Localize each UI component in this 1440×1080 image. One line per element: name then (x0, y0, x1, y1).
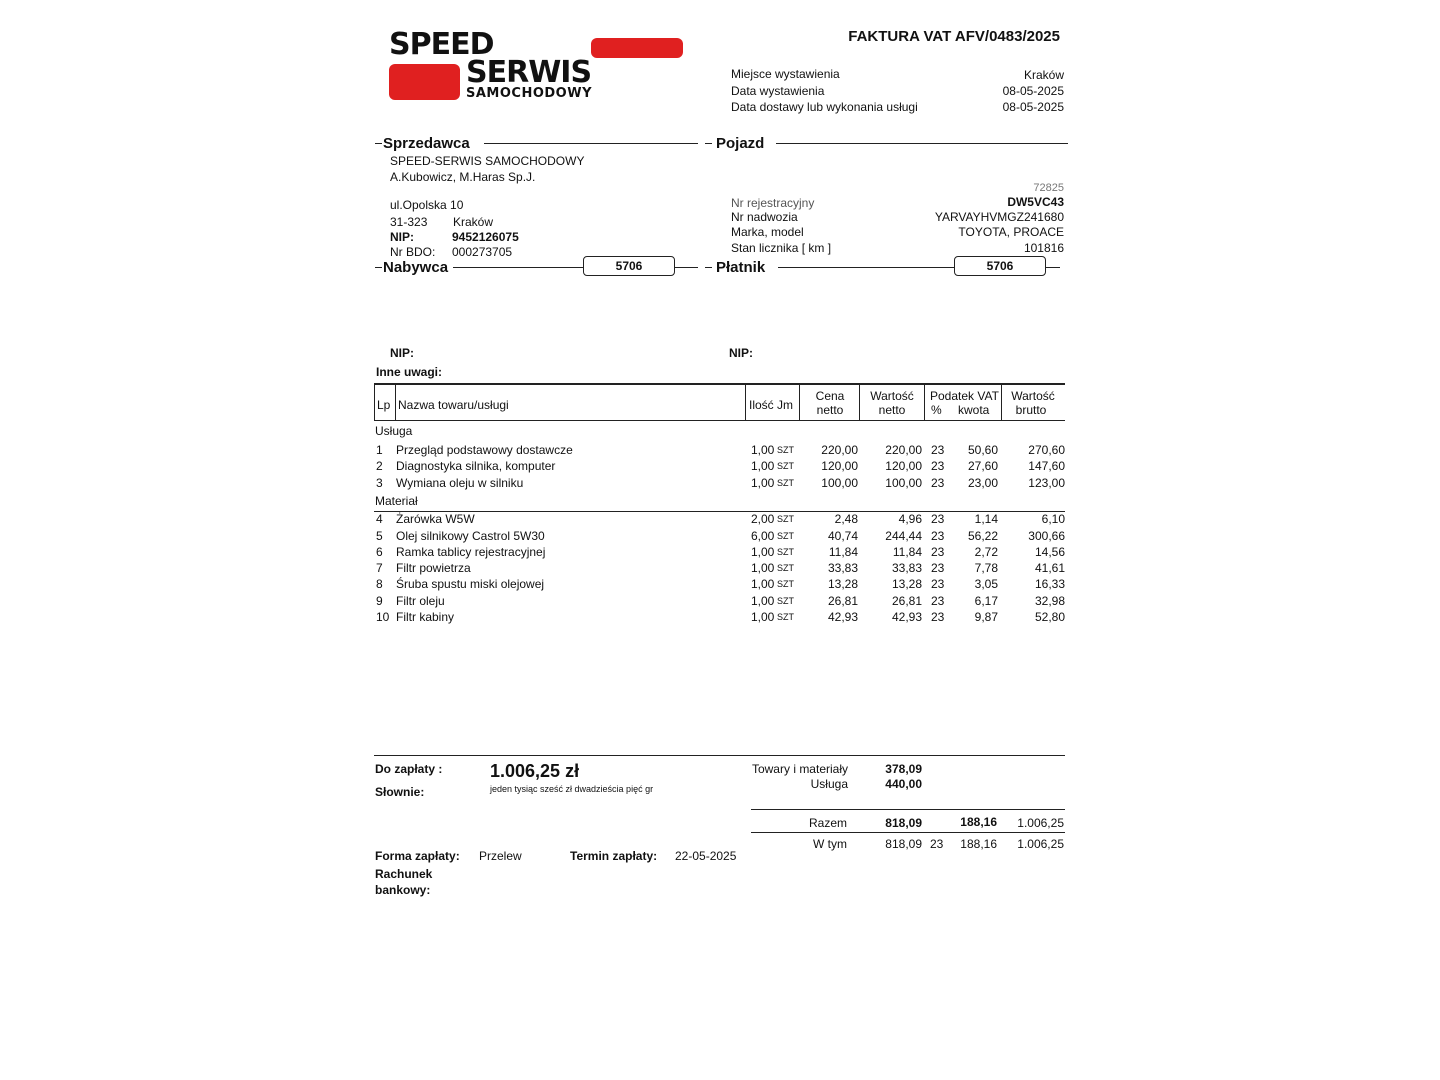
row-gross: 52,80 (1034, 610, 1065, 624)
row-qty: 1,00 (751, 610, 775, 624)
row-unit: SZT (777, 514, 794, 524)
logo-line2: SERWIS (466, 55, 592, 90)
row-qty: 1,00 (751, 459, 775, 473)
row-unit: SZT (777, 461, 794, 471)
row-unit: SZT (777, 579, 794, 589)
row-vat-rate: 23 (931, 561, 945, 575)
goods-label: Towary i materiały (751, 762, 848, 776)
total-rule-top (751, 809, 1065, 810)
row-net: 26,81 (891, 594, 922, 608)
row-name: Filtr kabiny (396, 610, 455, 624)
col-header-gross: Wartość (1011, 389, 1055, 403)
buyer-id-box: 5706 (583, 256, 675, 276)
row-vat-amount: 6,17 (974, 594, 998, 608)
row-unit: SZT (777, 563, 794, 573)
row-name: Olej silnikowy Castrol 5W30 (396, 529, 545, 543)
row-qty: 1,00 (751, 443, 775, 457)
vehicle-rule (776, 143, 1068, 144)
row-vat-rate: 23 (931, 545, 945, 559)
table-row (376, 577, 1066, 593)
row-name: Śruba spustu miski olejowej (396, 577, 545, 591)
summary-top-rule (374, 755, 1065, 756)
vehicle-make-label: Marka, model (731, 225, 804, 239)
row-net: 244,44 (885, 529, 922, 543)
row-gross: 6,10 (1041, 512, 1065, 526)
total-label: Razem (808, 816, 847, 830)
row-price: 220,00 (821, 443, 858, 457)
row-vat-amount: 50,60 (967, 443, 998, 457)
table-row (376, 529, 1066, 545)
row-vat-rate: 23 (931, 512, 945, 526)
row-gross: 123,00 (1028, 476, 1065, 490)
row-vat-rate: 23 (931, 594, 945, 608)
row-unit: SZT (777, 596, 794, 606)
row-lp: 10 (376, 610, 390, 624)
row-name: Diagnostyka silnika, komputer (396, 459, 556, 473)
row-qty: 1,00 (751, 577, 775, 591)
buyer-nip-label: NIP: (390, 346, 414, 360)
row-name: Przegląd podstawowy dostawcze (396, 443, 573, 457)
row-net: 42,93 (891, 610, 922, 624)
seller-city: Kraków (453, 215, 494, 229)
total-rule-bottom (751, 832, 1065, 833)
table-divider (395, 385, 396, 420)
table-row (376, 512, 1066, 528)
row-net: 120,00 (885, 459, 922, 473)
intax-gross: 1.006,25 (1017, 837, 1064, 851)
intax-vat: 188,16 (960, 837, 997, 851)
row-qty: 1,00 (751, 561, 775, 575)
row-price: 11,84 (828, 545, 858, 559)
col-header-price: Cena (815, 389, 845, 403)
row-unit: SZT (777, 445, 794, 455)
row-vat-rate: 23 (931, 529, 945, 543)
col-header-vat: Podatek VAT (930, 389, 999, 403)
table-row (376, 476, 1066, 492)
table-top-rule (374, 383, 1065, 385)
row-qty: 1,00 (751, 545, 775, 559)
col-header-vat-rate: % (931, 403, 942, 417)
col-header-lp: Lp (377, 398, 391, 412)
seller-street: ul.Opolska 10 (390, 198, 464, 212)
row-qty: 6,00 (751, 529, 775, 543)
vehicle-vin-label: Nr nadwozia (731, 210, 798, 224)
vehicle-heading: Pojazd (716, 135, 765, 152)
group-label-service: Usługa (375, 424, 413, 438)
row-lp: 8 (376, 577, 383, 591)
vehicle-mileage-label: Stan licznika [ km ] (731, 241, 832, 255)
col-header-net-sub: netto (878, 403, 906, 417)
row-gross: 14,56 (1034, 545, 1065, 559)
row-price: 2,48 (834, 512, 858, 526)
row-vat-rate: 23 (931, 577, 945, 591)
table-row (376, 459, 1066, 475)
seller-bdo-label: Nr BDO: (390, 245, 436, 259)
row-vat-rate: 23 (931, 443, 945, 457)
row-name: Filtr powietrza (396, 561, 471, 575)
row-unit: SZT (777, 478, 794, 488)
payer-heading: Płatnik (716, 259, 766, 276)
total-vat: 188,16 (960, 815, 997, 829)
col-header-gross-sub: brutto (1015, 403, 1047, 417)
total-gross: 1.006,25 (1017, 816, 1064, 830)
row-vat-amount: 3,05 (974, 577, 998, 591)
intax-label: W tym (813, 837, 847, 851)
vehicle-reg-label: Nr rejestracyjny (731, 196, 815, 210)
col-header-price-sub: netto (816, 403, 844, 417)
row-gross: 16,33 (1034, 577, 1065, 591)
row-lp: 9 (376, 594, 383, 608)
row-gross: 270,60 (1028, 443, 1065, 457)
row-lp: 7 (376, 561, 383, 575)
payer-id-box: 5706 (954, 256, 1046, 276)
payment-form-label: Forma zapłaty: (375, 849, 460, 863)
service-label: Usługa (810, 777, 848, 791)
amount-words-label: Słownie: (375, 785, 425, 799)
payment-term-value: 22-05-2025 (675, 849, 737, 863)
table-row (376, 561, 1066, 577)
bank-account-label: Rachunek (375, 867, 433, 881)
logo-red-bar-left (389, 64, 460, 100)
row-lp: 6 (376, 545, 383, 559)
row-lp: 5 (376, 529, 383, 543)
vehicle-vin-value: YARVAYHVMGZ241680 (934, 210, 1064, 224)
seller-nip: 9452126075 (452, 230, 519, 244)
row-unit: SZT (777, 531, 794, 541)
row-price: 40,74 (827, 529, 858, 543)
row-qty: 2,00 (751, 512, 775, 526)
row-qty: 1,00 (751, 476, 775, 490)
issue-date-value: 08-05-2025 (1002, 84, 1064, 98)
row-net: 100,00 (885, 476, 922, 490)
col-header-name: Nazwa towaru/usługi (398, 398, 509, 412)
row-price: 100,00 (821, 476, 858, 490)
seller-rule-left (375, 143, 382, 144)
row-unit: SZT (777, 547, 794, 557)
table-row (376, 594, 1066, 610)
row-gross: 32,98 (1034, 594, 1065, 608)
payment-term-label: Termin zapłaty: (570, 849, 658, 863)
row-gross: 147,60 (1028, 459, 1065, 473)
table-row (376, 545, 1066, 561)
table-divider (924, 385, 925, 420)
issue-place-label: Miejsce wystawienia (731, 67, 840, 81)
row-vat-rate: 23 (931, 610, 945, 624)
vehicle-mileage-value: 101816 (1023, 241, 1064, 255)
row-gross: 300,66 (1028, 529, 1065, 543)
row-net: 13,28 (891, 577, 922, 591)
intax-net: 818,09 (885, 837, 922, 851)
row-lp: 2 (376, 459, 383, 473)
row-vat-amount: 2,72 (974, 545, 998, 559)
row-name: Filtr oleju (396, 594, 445, 608)
buyer-heading: Nabywca (383, 259, 449, 276)
logo-line3: SAMOCHODOWY (466, 86, 592, 101)
row-unit: SZT (777, 612, 794, 622)
notes-label: Inne uwagi: (376, 365, 442, 379)
seller-name: SPEED-SERWIS SAMOCHODOWY (390, 154, 585, 168)
group-label-material: Materiał (375, 494, 418, 508)
row-net: 220,00 (885, 443, 922, 457)
row-vat-rate: 23 (931, 476, 945, 490)
row-net: 4,96 (898, 512, 922, 526)
invoice-title: FAKTURA VAT AFV/0483/2025 (848, 28, 1060, 45)
delivery-date-label: Data dostawy lub wykonania usługi (731, 100, 918, 114)
buyer-rule-left (375, 267, 382, 268)
amount-due-value: 1.006,25 zł (490, 761, 580, 781)
row-vat-amount: 56,22 (967, 529, 998, 543)
intax-rate: 23 (930, 837, 944, 851)
row-price: 120,00 (821, 459, 858, 473)
row-vat-amount: 7,78 (974, 561, 998, 575)
amount-words-value: jeden tysiąc sześć zł dwadzieścia pięć gr (490, 784, 654, 794)
row-name: Żarówka W5W (396, 512, 475, 526)
col-header-qty: Ilość Jm (749, 398, 794, 412)
row-price: 33,83 (827, 561, 858, 575)
goods-value: 378,09 (885, 762, 922, 776)
seller-nip-label: NIP: (390, 230, 414, 244)
row-vat-amount: 1,14 (974, 512, 998, 526)
vehicle-partial: 72825 (1033, 182, 1064, 194)
seller-zip: 31-323 (390, 215, 428, 229)
seller-rule (484, 143, 698, 144)
row-net: 33,83 (891, 561, 922, 575)
row-name: Wymiana oleju w silniku (396, 476, 524, 490)
table-row (376, 443, 1066, 459)
row-vat-amount: 9,87 (974, 610, 998, 624)
payer-rule-left (705, 267, 712, 268)
total-net: 818,09 (885, 816, 922, 830)
col-header-vat-amount: kwota (958, 403, 990, 417)
seller-heading: Sprzedawca (383, 135, 470, 152)
row-price: 13,28 (827, 577, 858, 591)
row-vat-amount: 27,60 (967, 459, 998, 473)
table-divider (745, 385, 746, 420)
logo-line1: SPEED (389, 27, 494, 62)
payment-form-value: Przelew (479, 849, 522, 863)
table-row (376, 610, 1066, 626)
row-qty: 1,00 (751, 594, 775, 608)
row-vat-amount: 23,00 (967, 476, 998, 490)
service-value: 440,00 (885, 777, 922, 791)
issue-date-label: Data wystawienia (731, 84, 825, 98)
issue-place-value: Kraków (1023, 68, 1064, 82)
row-net: 11,84 (892, 545, 922, 559)
payer-nip-label: NIP: (729, 346, 753, 360)
seller-name2: A.Kubowicz, M.Haras Sp.J. (390, 170, 536, 184)
vehicle-rule-left (705, 143, 712, 144)
row-lp: 3 (376, 476, 383, 490)
table-header-bottom-rule (374, 420, 1065, 421)
bank-account-label-2: bankowy: (375, 883, 431, 897)
logo-red-bar-top (591, 38, 683, 58)
table-divider (374, 385, 375, 420)
row-price: 42,93 (827, 610, 858, 624)
vehicle-make-value: TOYOTA, PROACE (958, 225, 1064, 239)
row-name: Ramka tablicy rejestracyjnej (396, 545, 546, 559)
col-header-net: Wartość (870, 389, 914, 403)
row-vat-rate: 23 (931, 459, 945, 473)
row-gross: 41,61 (1034, 561, 1065, 575)
seller-bdo: 000273705 (452, 245, 513, 259)
row-price: 26,81 (827, 594, 858, 608)
amount-due-label: Do zapłaty : (375, 762, 443, 776)
row-lp: 4 (376, 512, 383, 526)
delivery-date-value: 08-05-2025 (1002, 100, 1064, 114)
vehicle-reg-value: DW5VC43 (1007, 195, 1064, 209)
row-lp: 1 (376, 443, 383, 457)
